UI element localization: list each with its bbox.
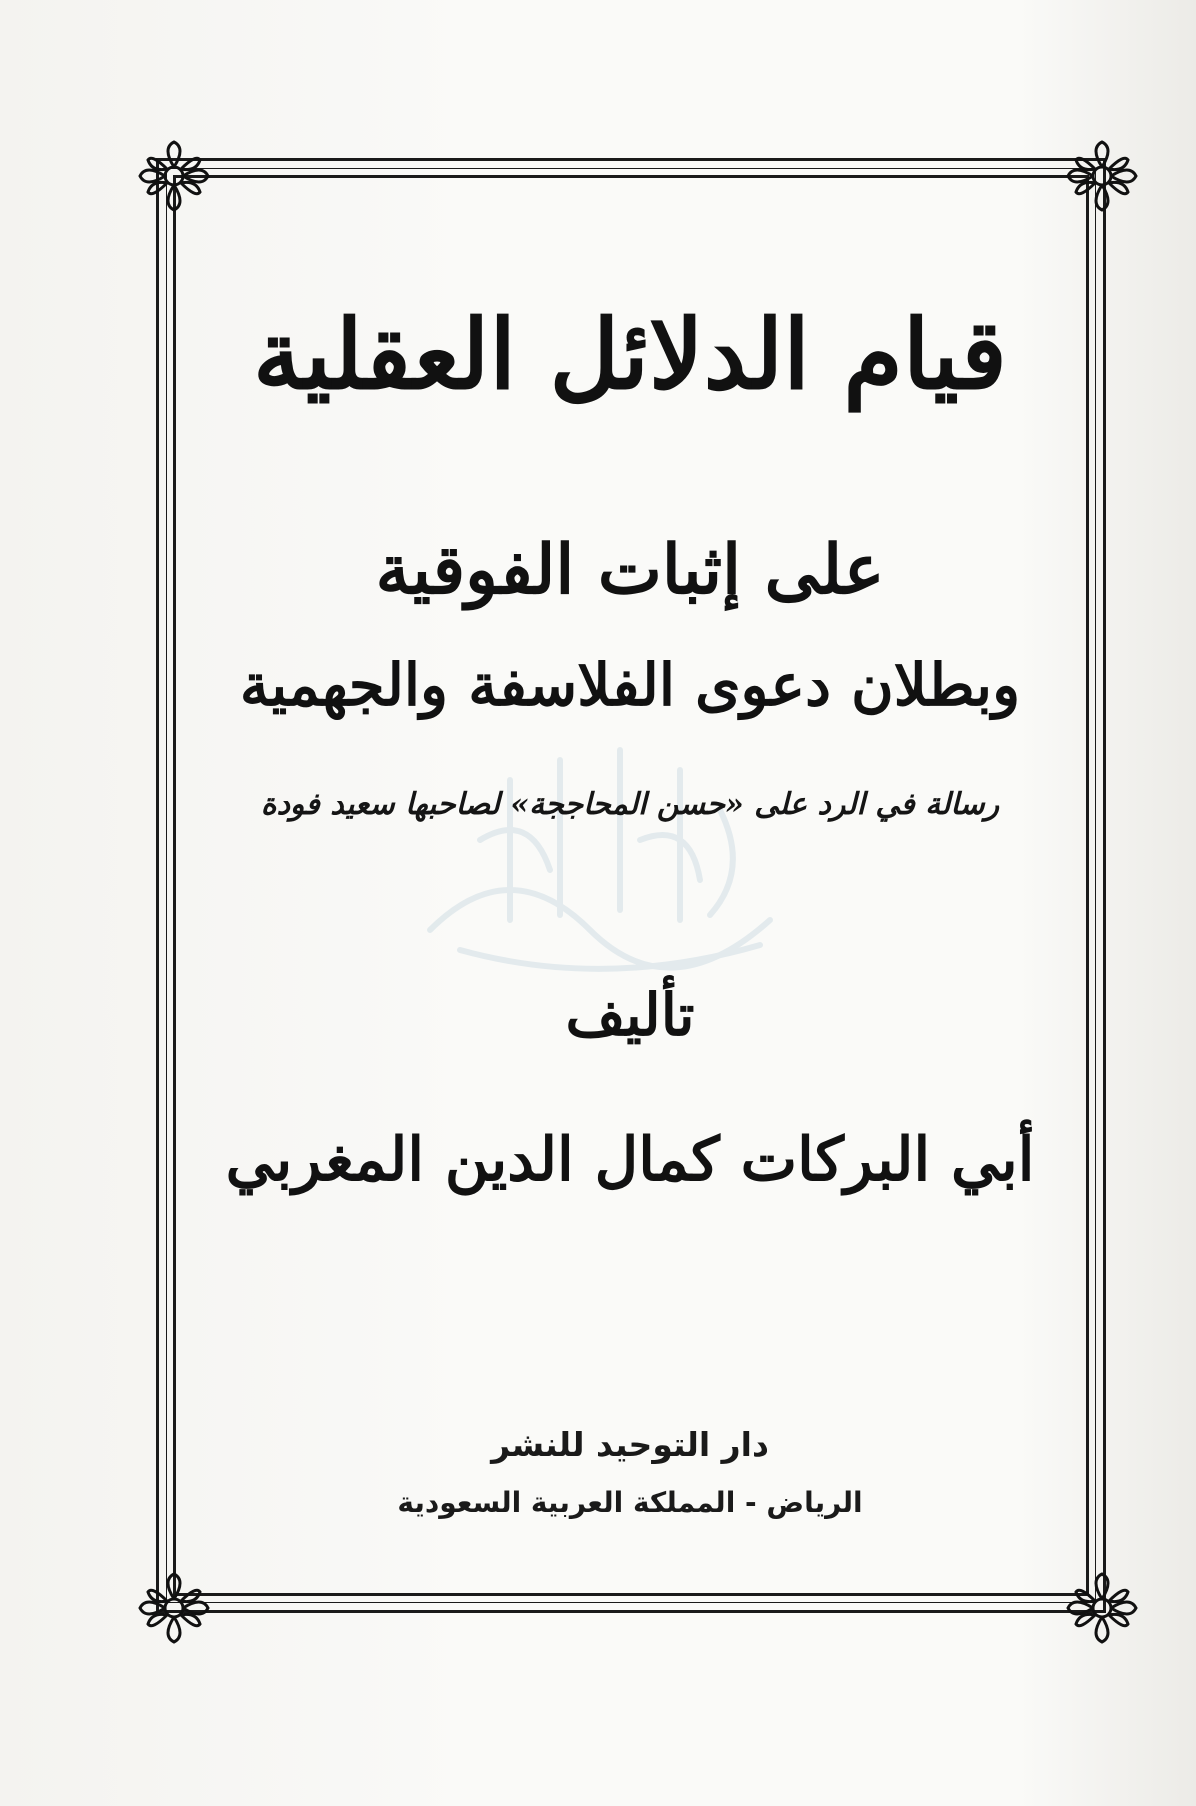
floral-knot-icon [1062, 1568, 1142, 1648]
publisher-location: الرياض - المملكة العربية السعودية [397, 1486, 863, 1519]
floral-knot-icon [134, 136, 214, 216]
book-title: قيام الدلائل العقلية [253, 298, 1007, 411]
book-description: رسالة في الرد على «حسن المحاججة» لصاحبها سعيد فودة [260, 787, 1000, 822]
author-label: تأليف [565, 981, 695, 1049]
corner-ornament-top-right [1062, 136, 1142, 216]
book-subtitle-line-2: وبطلان دعوى الفلاسفة والجهمية [239, 651, 1021, 719]
corner-ornament-bottom-right [1062, 1568, 1142, 1648]
floral-knot-icon [1062, 136, 1142, 216]
floral-knot-icon [134, 1568, 214, 1648]
corner-ornament-bottom-left [134, 1568, 214, 1648]
author-name: أبي البركات كمال الدين المغربي [225, 1125, 1035, 1195]
corner-ornament-top-left [134, 136, 214, 216]
book-subtitle-line-1: على إثبات الفوقية [375, 530, 885, 610]
publisher-name: دار التوحيد للنشر [491, 1425, 769, 1464]
